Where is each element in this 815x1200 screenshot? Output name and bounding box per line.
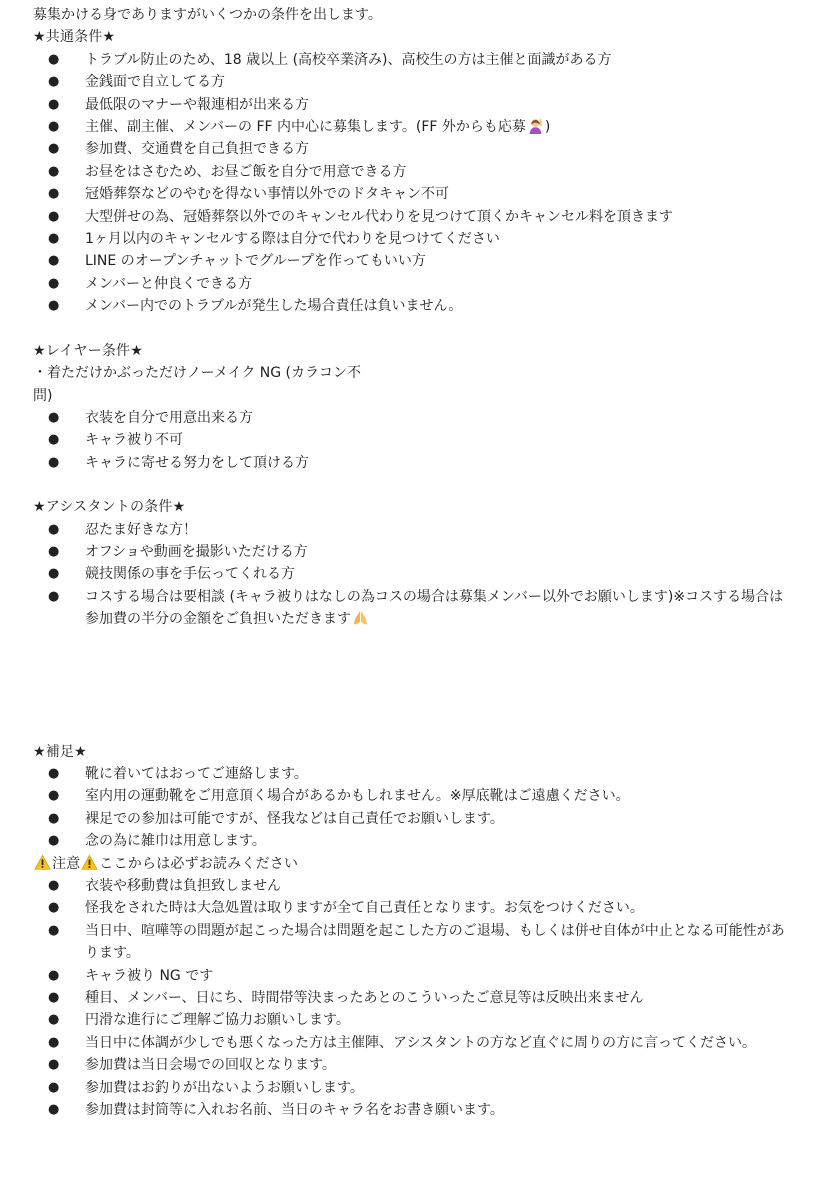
bullet: ● [48,1057,60,1073]
bullet: ● [48,1012,60,1028]
assistant-conditions-list [33,519,797,631]
list-item: ● コスする場合は要相談 (キャラ被りはなしの為コスの場合は募集メンバー以外でお願いします)※コスする場合は参加費の半分の金額をご負担いただきます [33,586,797,631]
list-item: ● 忍たま好きな方！ [33,519,797,541]
bullet: ● [48,566,60,582]
list-item: ● キャラに寄せる努力をして頂ける方 [33,452,797,474]
list-item: ● 円滑な進行にご理解ご協力お願いします。 [33,1009,797,1031]
bullet: ● [48,521,60,537]
list-item: ● 競技関係の事を手伝ってくれる方 [33,563,797,585]
bullet: ● [48,141,60,157]
bullet: ● [48,409,60,425]
list-item: ● 参加費は当日会場での回収となります。 [33,1054,797,1076]
bullet: ● [48,208,60,224]
caution-list [33,875,797,1121]
section-heading-common: ★共通条件★ [33,29,116,46]
list-item: ● 大型併せの為、冠婚葬祭以外でのキャンセル代わりを見つけて頂くかキャンセル料を頂きます [33,206,797,228]
list-item: ● 室内用の運動靴をご用意頂く場合があるかもしれません。※厚底靴はご遠慮ください。 [33,785,797,807]
list-item: ● 靴に着いてはおってご連絡します。 [33,763,797,785]
list-item: ● 当日中、喧嘩等の問題が起こった場合は問題を起こした方のご退場、もしくは併せ自体が中止となる可能性があります。 [33,920,797,965]
list-item: ● 衣装を自分で用意出来る方 [33,407,797,429]
folded-hands-icon [352,609,369,626]
bullet: ● [48,810,60,826]
list-item: ● 衣装や移動費は負担致しません [33,875,797,897]
section-heading-layer: ★レイヤー条件★ [33,342,144,359]
list-item: ● 主催、副主催、メンバーの FF 内中心に募集します。(FF 外からも応募 ) [33,116,797,138]
bullet: ● [48,878,60,893]
bullet: ● [48,231,60,247]
bullet: ● [48,298,60,314]
layer-note: ・着ただけかぶっただけノーメイク NG (カラコン不問) [33,365,362,404]
bullet: ● [48,788,60,804]
list-item: ● キャラ被り不可 [33,429,797,451]
list-item: ● 1ヶ月以内のキャンセルする際は自分で代わりを見つけてください [33,228,797,250]
list-item: ● LINE のオープンチャットでグループを作ってもいい方 [33,250,797,272]
caution-heading [33,853,797,875]
layer-conditions-list [33,407,797,474]
list-item: ● 当日中に体調が少しでも悪くなった方は主催陣、アシスタントの方など直ぐに周りの方に言ってください。 [33,1032,797,1054]
warning-icon [81,854,98,871]
bullet: ● [48,765,60,781]
bullet: ● [48,1102,60,1118]
list-item: ● メンバーと仲良くできる方 [33,273,797,295]
bullet: ● [48,967,60,983]
list-item: ● キャラ被り NG です [33,965,797,987]
intro-text: 募集かける身でありますがいくつかの条件を出します。 [33,7,382,23]
supplement-list [33,763,797,853]
caution-subtitle: ここからは必ずお読みください [99,855,299,872]
bullet: ● [48,96,60,112]
bullet: ● [48,74,60,90]
bullet: ● [48,432,60,448]
list-item: ● 裸足での参加は可能ですが、怪我などは自己責任でお願いします。 [33,808,797,830]
bullet: ● [48,833,60,849]
list-item: ● 念の為に雑巾は用意します。 [33,830,797,852]
woman-raising-hand-icon [527,117,544,134]
list-item: ● お昼をはさむため、お昼ご飯を自分で用意できる方 [33,161,797,183]
list-item: ● オフショや動画を撮影いただける方 [33,541,797,563]
list-item: ● トラブル防止のため、18 歳以上 (高校卒業済み)、高校生の方は主催と面識がある方 [33,49,797,71]
list-item: ● 参加費は封筒等に入れお名前、当日のキャラ名をお書き願います。 [33,1099,797,1121]
bullet: ● [48,119,60,135]
list-item: ● 種目、メンバー、日にち、時間帯等決まったあとのこういったご意見等は反映出来ません [33,987,797,1009]
bullet: ● [48,51,60,67]
bullet: ● [48,275,60,291]
list-item: ● 冠婚葬祭などのやむを得ない事情以外でのドタキャン不可 [33,183,797,205]
common-conditions-list [33,49,797,318]
bullet: ● [48,253,60,269]
warning-icon [34,854,51,871]
bullet: ● [48,454,60,470]
list-item: ● 金銭面で自立してる方 [33,71,797,93]
section-heading-supplement: ★補足★ [33,743,87,760]
list-item: ● 最低限のマナーや報連相が出来る方 [33,94,797,116]
bullet: ● [48,900,60,916]
section-heading-assistant: ★アシスタントの条件★ [33,499,186,516]
list-item: ● 参加費、交通費を自己負担できる方 [33,138,797,160]
list-item: ● 怪我をされた時は大急処置は取りますが全て自己責任となります。お気をつけください。 [33,897,797,919]
bullet: ● [48,163,60,179]
caution-label: 注意 [52,855,81,872]
bullet: ● [48,922,60,938]
bullet: ● [48,588,60,604]
bullet: ● [48,1034,60,1050]
bullet: ● [48,186,60,202]
spacer [33,318,797,340]
spacer [33,631,797,741]
list-item: ● メンバー内でのトラブルが発生した場合責任は負いません。 [33,295,797,317]
spacer [33,474,797,496]
bullet: ● [48,1079,60,1095]
bullet: ● [48,543,60,559]
bullet: ● [48,990,60,1006]
list-item: ● 参加費はお釣りが出ないようお願いします。 [33,1077,797,1099]
